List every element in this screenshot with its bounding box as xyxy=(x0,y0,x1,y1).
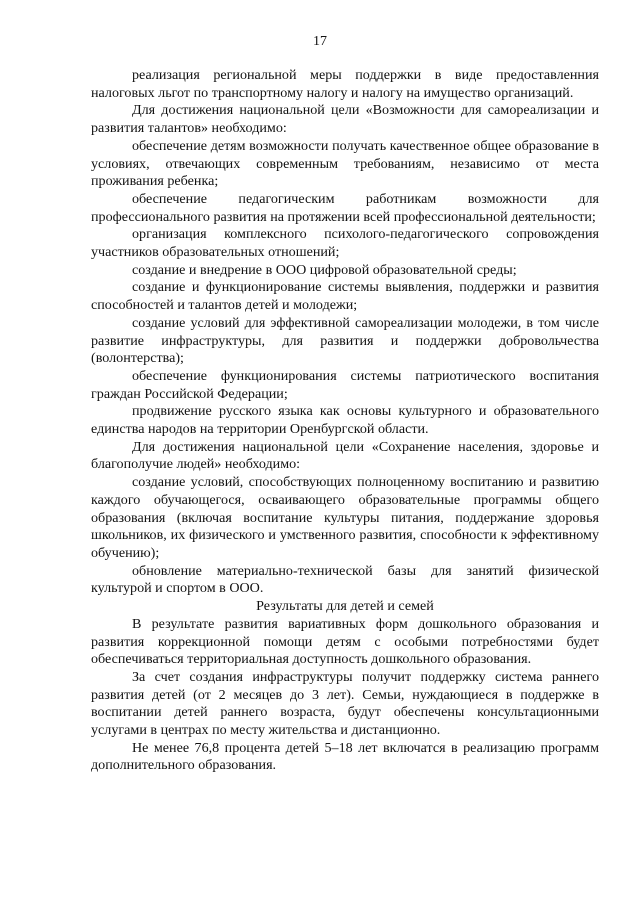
paragraph: обеспечение функционирования системы патриотического воспитания граждан Российской Федерации; xyxy=(91,367,599,402)
page-number: 17 xyxy=(313,34,327,49)
paragraph: продвижение русского языка как основы культурного и образовательного единства народов на территории Оренбургской области. xyxy=(91,403,599,438)
paragraph: Для достижения национальной цели «Возможности для самореализации и развития талантов» необходимо: xyxy=(91,102,599,137)
paragraph: реализация региональной меры поддержки в виде предоставленния налоговых льгот по транспортному налогу и налогу на имущество организаций. xyxy=(91,67,599,101)
paragraph: За счет создания инфраструктуры получит поддержку система раннего развития детей (от 2 месяцев до 3 лет). Семьи, нуждающиеся в поддержке в воспитании детей раннего возраста, будут обеспечены консультационными услугами в центрах по месту жительства и дистанционно. xyxy=(91,668,599,739)
paragraph: Не менее 76,8 процента детей 5–18 лет включатся в реализацию программ дополнительного образования. xyxy=(91,739,599,774)
section-heading: Результаты для детей и семей xyxy=(256,598,434,615)
paragraph: обеспечение детям возможности получать качественное общее образование в условиях, отвечающих современным требованиям, независимо от места проживания ребенка; xyxy=(91,137,599,190)
paragraph: обеспечение педагогическим работникам возможности для профессионального развития на протяжении всей профессиональной деятельности; xyxy=(91,190,599,225)
paragraph: создание условий для эффективной самореализации молодежи, в том числе развитие инфраструктуры, для развития и поддержки добровольчества (волонтерства); xyxy=(91,314,599,367)
paragraph: создание условий, способствующих полноценному воспитанию и развитию каждого обучающегося, осваивающего образовательные программы общего образования (включая воспитание культуры питания, поддержание здоровья школьников, их физического и умственного развития, способности к эффективному обучению); xyxy=(91,474,599,561)
paragraph: организация комплексного психолого-педагогического сопровождения участников образовательных отношений; xyxy=(91,226,599,261)
paragraph: создание и функционирование системы выявления, поддержки и развития способностей и талантов детей и молодежи; xyxy=(91,279,599,314)
paragraph: В результате развития вариативных форм дошкольного образования и развития коррекционной помощи детям с особыми потребностями будет обеспечиваться территориальная доступность дошкольного образования. xyxy=(91,615,599,668)
paragraph: создание и внедрение в ООО цифровой образовательной среды; xyxy=(132,261,517,278)
paragraph: Для достижения национальной цели «Сохранение населения, здоровье и благополучие людей» необходимо: xyxy=(91,438,599,473)
document-body xyxy=(91,67,599,775)
paragraph: обновление материально-технической базы для занятий физической культурой и спортом в ООО. xyxy=(91,562,599,597)
